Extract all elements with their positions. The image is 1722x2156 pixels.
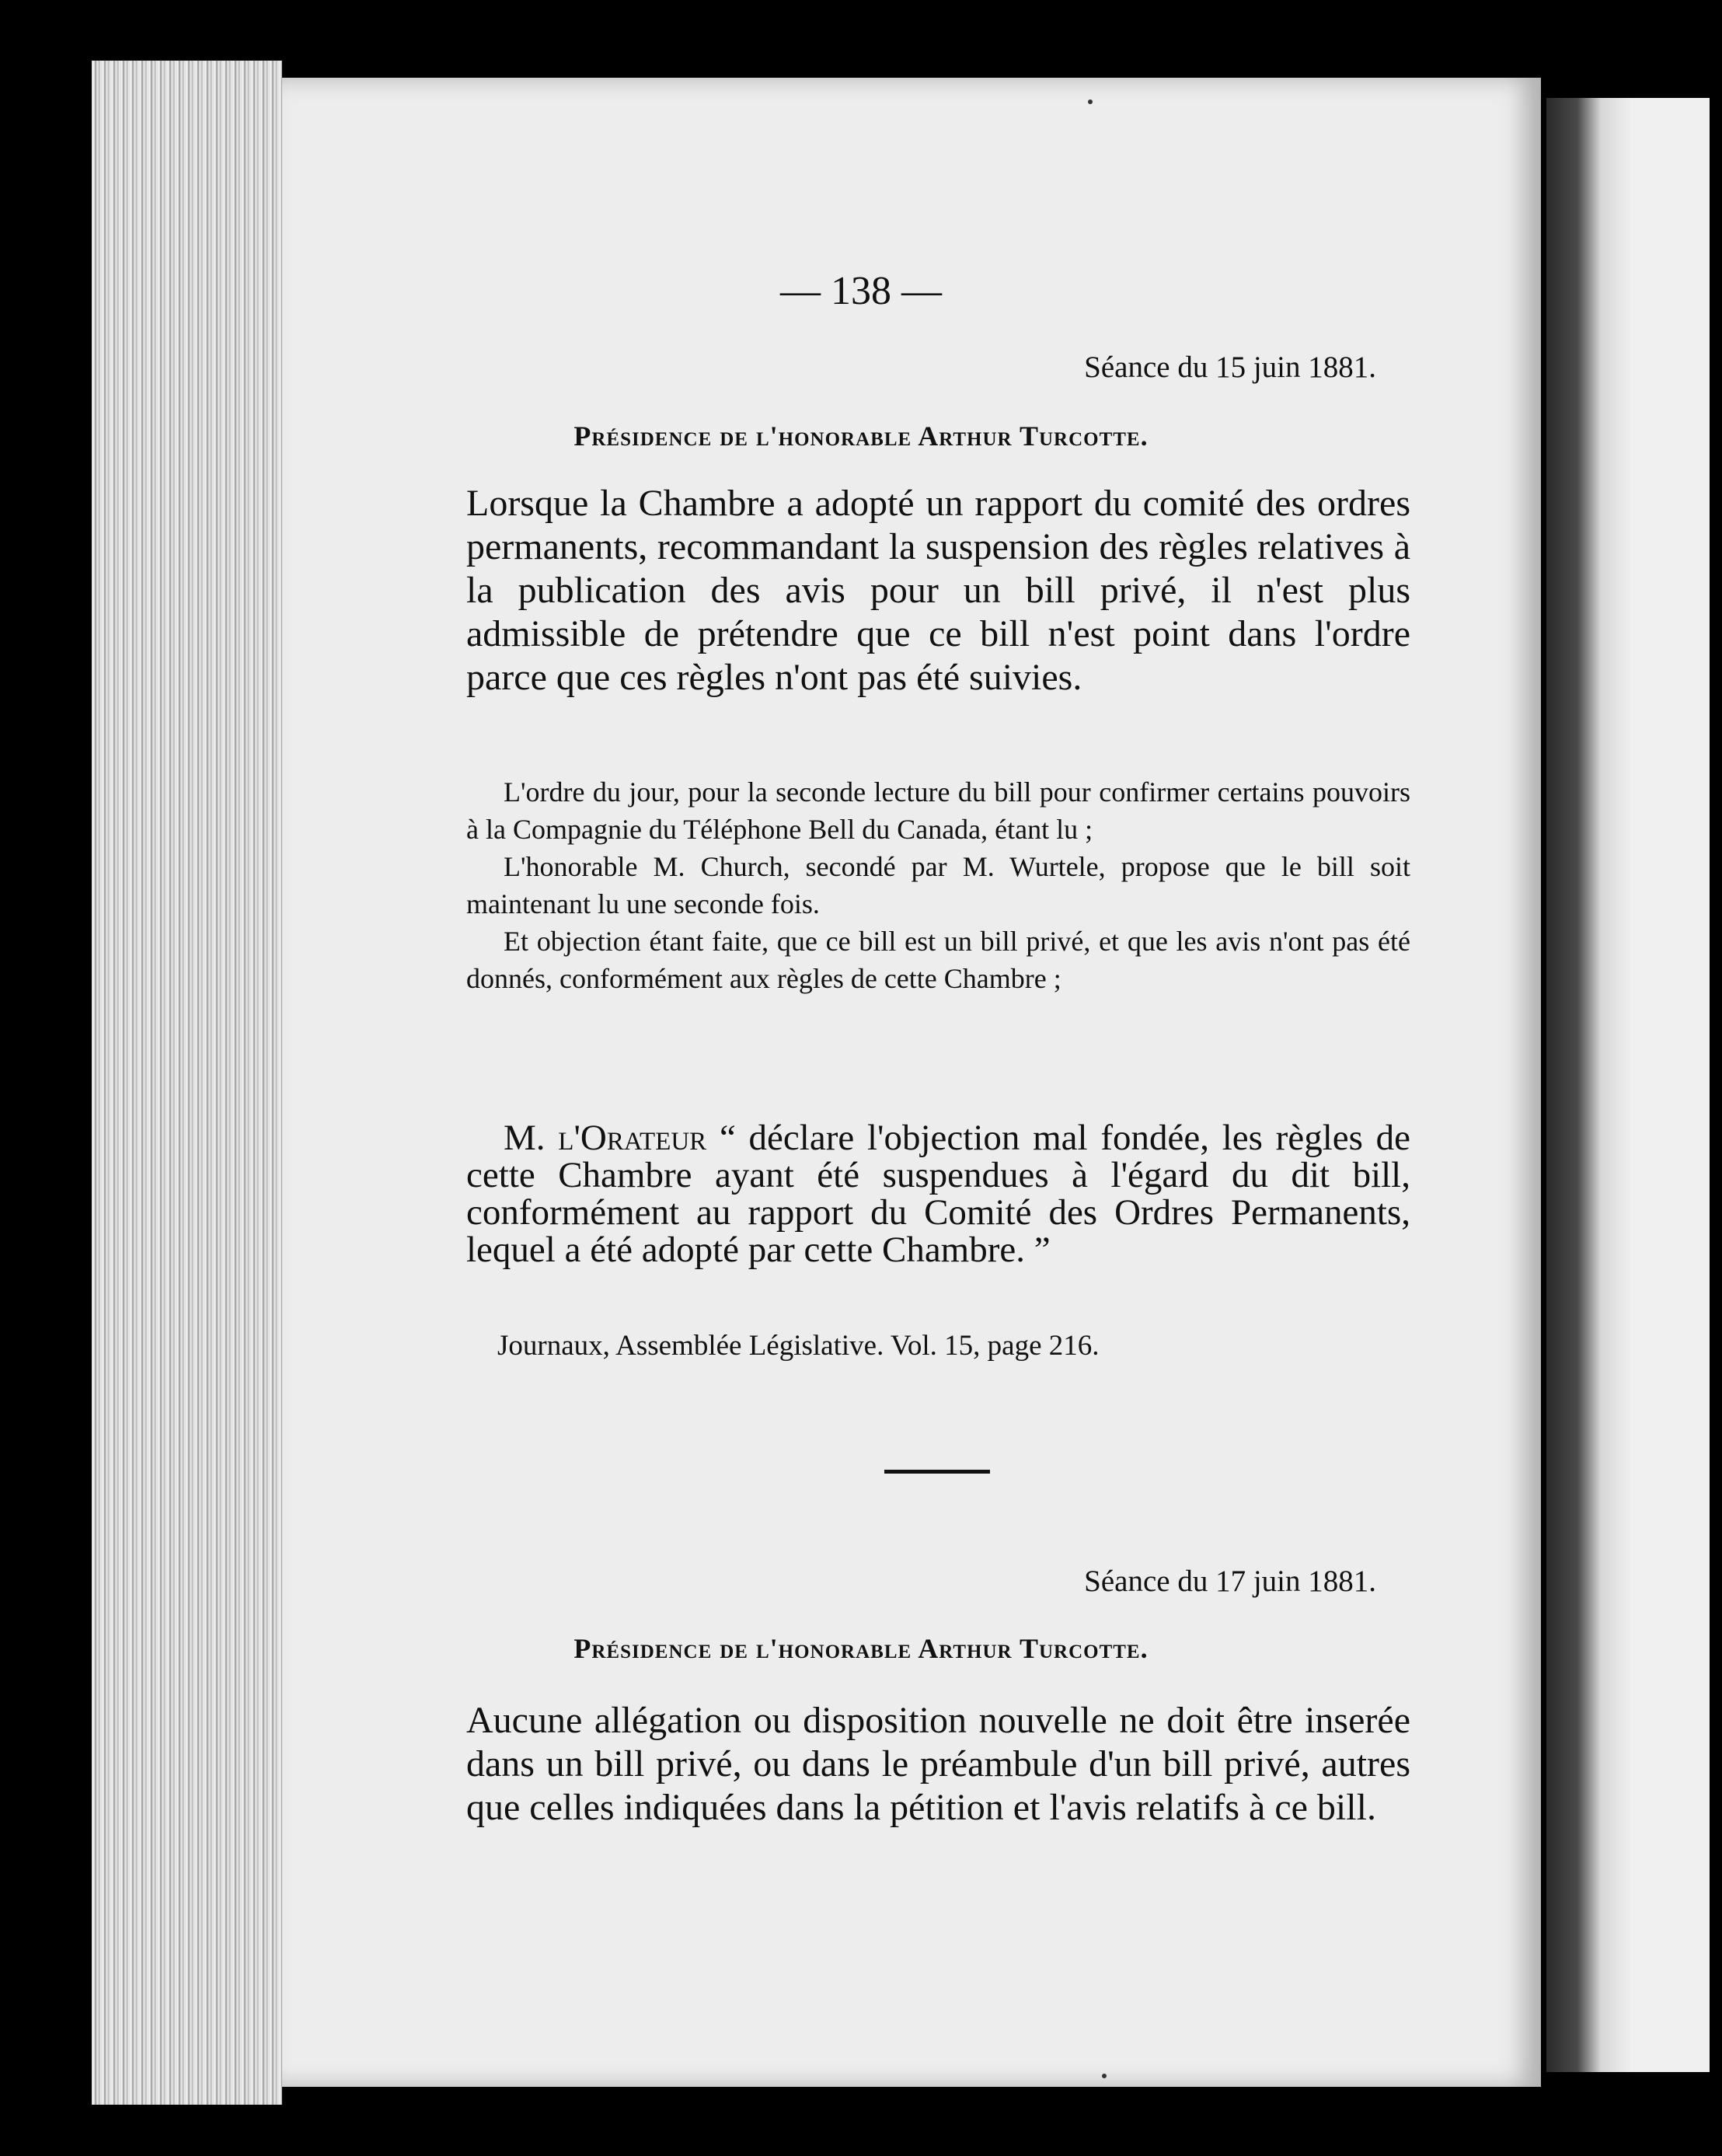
session-date: Séance du 17 juin 1881. bbox=[1084, 1565, 1376, 1598]
paragraph: L'honorable M. Church, secondé par M. Wurtele, propose que le bill soit maintenant lu une seconde fois. bbox=[466, 851, 1410, 919]
ruling-text: “ déclare l'objection mal fondée, les règles de cette Chambre ayant été suspendues à l'égard du dit bill, conformément au rapport du Comité des Ordres Permanents, lequel a été adopté par cette Chambre. ” bbox=[466, 1118, 1411, 1270]
section-divider bbox=[884, 1470, 990, 1474]
presidency-line: Présidence de l'honorable Arthur Turcotte. bbox=[573, 1633, 1149, 1664]
page-edges bbox=[92, 61, 282, 2105]
session-date: Séance du 15 juin 1881. bbox=[1084, 351, 1376, 384]
facing-page bbox=[1546, 98, 1710, 2072]
page-number: — 138 — bbox=[780, 269, 942, 313]
proceedings bbox=[466, 773, 1410, 997]
paragraph: L'ordre du jour, pour la seconde lecture du bill pour confirmer certains pouvoirs à la Compagnie du Téléphone Bell du Canada, étant lu ; bbox=[466, 776, 1410, 845]
presidency-line: Présidence de l'honorable Arthur Turcotte. bbox=[573, 420, 1149, 452]
speaker-ruling bbox=[466, 1119, 1410, 1268]
journal-citation: Journaux, Assemblée Législative. Vol. 15, page 216. bbox=[497, 1330, 1100, 1362]
speaker-name: M. l'Orateur bbox=[504, 1118, 707, 1158]
rule-summary: Lorsque la Chambre a adopté un rapport du comité des ordres permanents, recommandant la suspension des règles relatives à la publication des avis pour un bill privé, il n'est plus admissible de prétendre que ce bill n'est point dans l'ordre parce que ces règles n'ont pas été suivies. bbox=[466, 483, 1410, 698]
paragraph: Et objection étant faite, que ce bill est un bill privé, et que les avis n'ont pas été donnés, conformément aux règles de cette Chambre ; bbox=[466, 926, 1410, 994]
print-speck bbox=[1088, 99, 1093, 104]
print-speck bbox=[1102, 2074, 1107, 2078]
rule-summary: Aucune allégation ou disposition nouvelle ne doit être inserée dans un bill privé, ou dans le préambule d'un bill privé, autres que celles indiquées dans la pétition et l'avis relatifs à ce bill. bbox=[466, 1700, 1410, 1828]
